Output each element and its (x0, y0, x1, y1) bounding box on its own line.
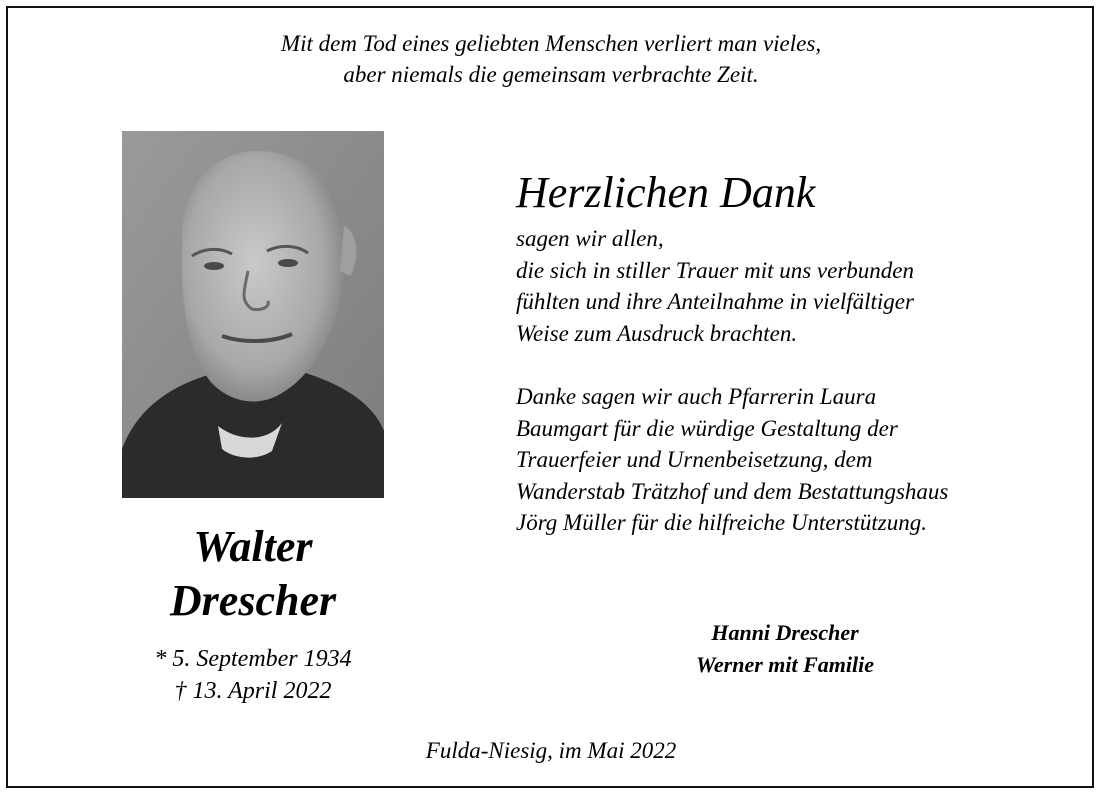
thanks-paragraph-1 (516, 223, 914, 349)
first-name: Walter (193, 522, 313, 571)
text-line: Baumgart für die würdige Gestaltung der (516, 415, 898, 441)
motto-quote (0, 28, 1102, 90)
text-line: Wanderstab Trätzhof und dem Bestattungshaus (516, 478, 949, 504)
motto-line: aber niemals die gemeinsam verbrachte Zeit. (343, 62, 759, 87)
motto-line: Mit dem Tod eines geliebten Menschen verliert man vieles, (280, 31, 822, 56)
deceased-name (100, 520, 406, 628)
death-date: † 13. April 2022 (174, 678, 332, 704)
signer-name: Hanni Drescher (711, 620, 859, 645)
thanks-paragraph-2 (516, 381, 948, 539)
text-line: Trauerfeier und Urnenbeisetzung, dem (516, 447, 873, 472)
thanks-heading: Herzlichen Dank (516, 168, 816, 217)
text-line: sagen wir allen, (516, 226, 664, 251)
birth-date: * 5. September 1934 (154, 646, 352, 672)
text-line: fühlten und ihre Anteilnahme in vielfältiger (516, 289, 914, 314)
portrait-photo (122, 131, 384, 498)
text-line: Weise zum Ausdruck brachten. (516, 320, 798, 346)
life-dates (100, 643, 406, 707)
signer-name: Werner mit Familie (695, 652, 875, 677)
text-line: die sich in stiller Trauer mit uns verbunden (516, 257, 915, 283)
signers (640, 617, 930, 681)
last-name: Drescher (169, 576, 337, 625)
place-and-date: Fulda-Niesig, im Mai 2022 (425, 738, 677, 763)
text-line: Danke sagen wir auch Pfarrerin Laura (516, 384, 877, 409)
text-line: Jörg Müller für die hilfreiche Unterstützung. (516, 510, 927, 535)
